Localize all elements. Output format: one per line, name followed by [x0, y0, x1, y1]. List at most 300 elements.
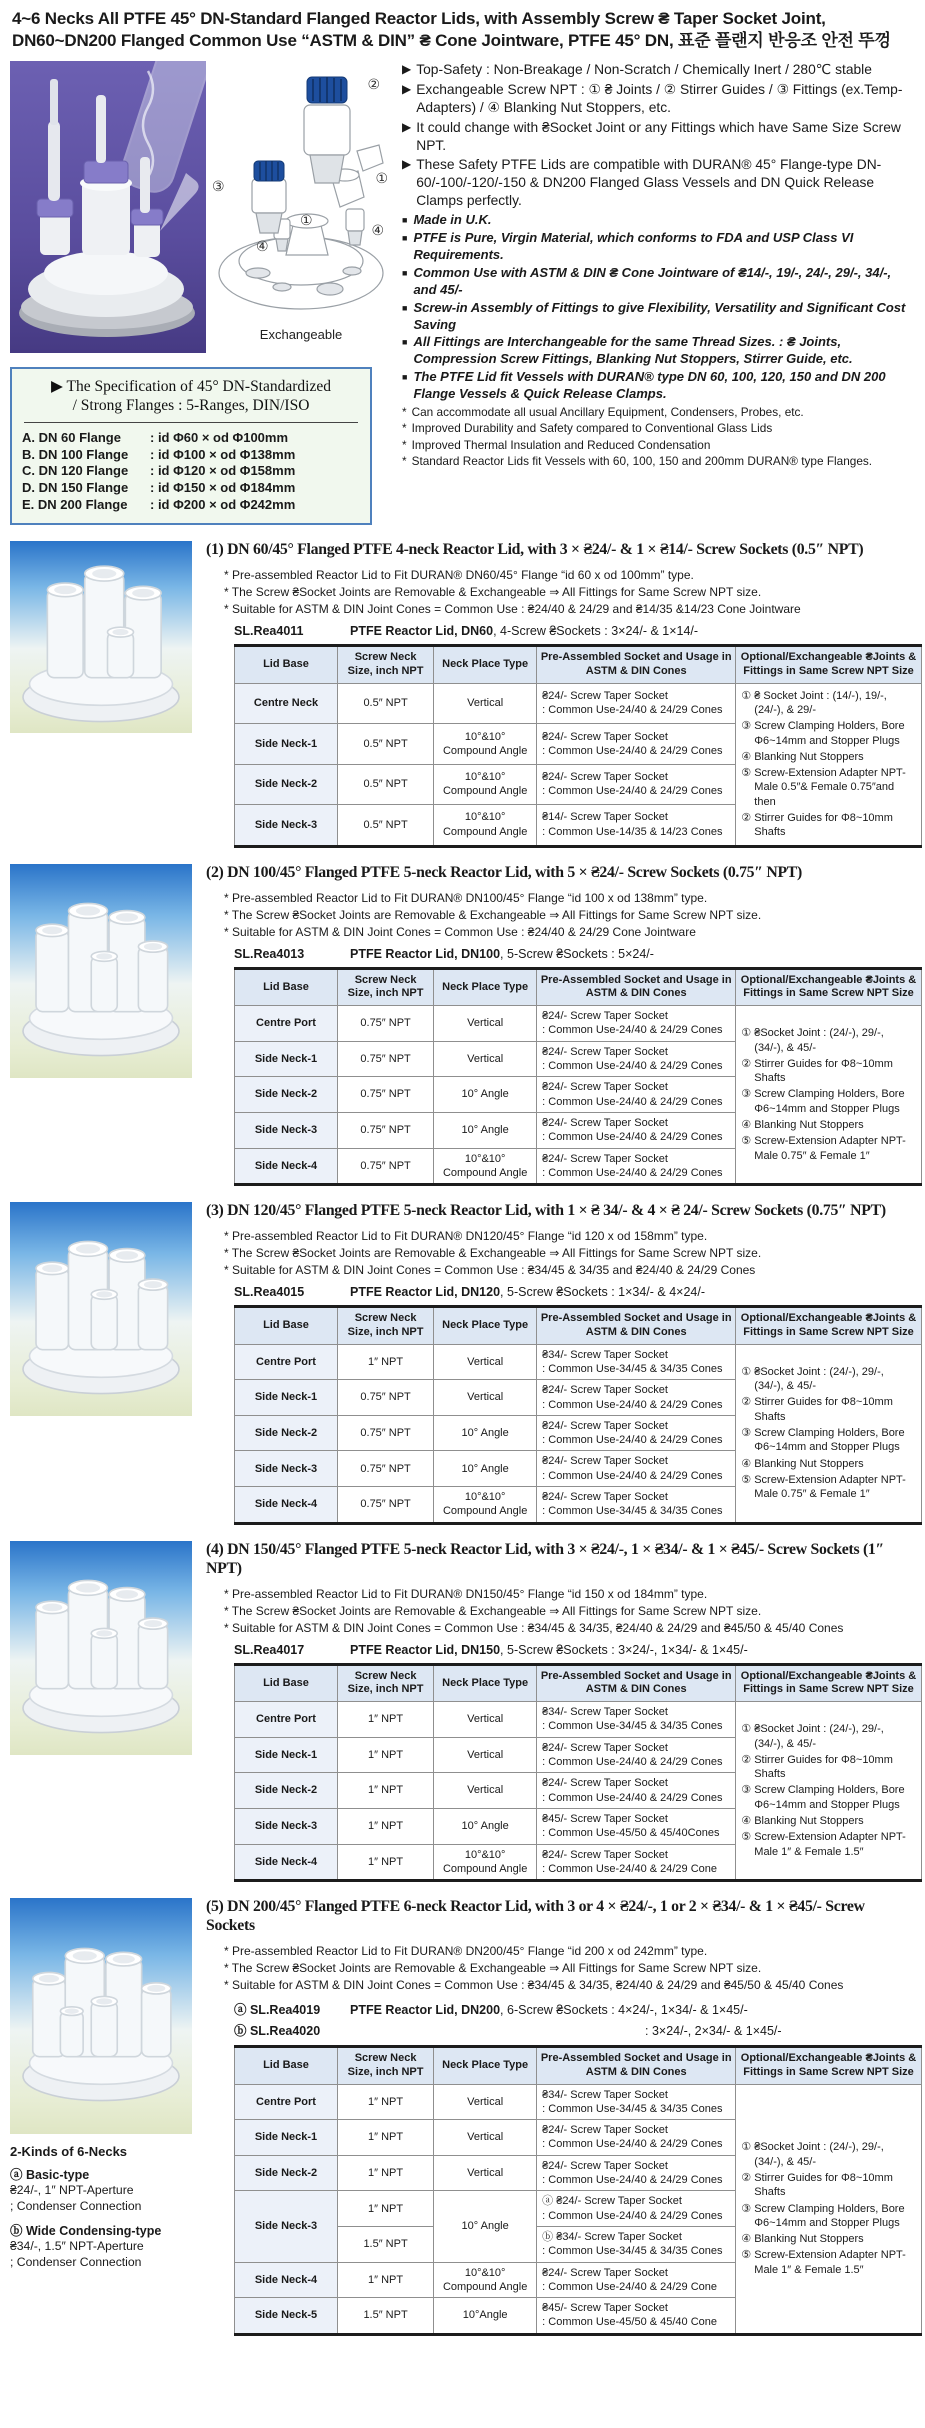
socket-common-use: : Common Use-24/40 & 24/29 Cones: [542, 785, 723, 798]
neck-type-spec: ₴24/-, 1″ NPT-Aperture: [10, 2183, 134, 2198]
socket-usage-cell: [537, 1808, 736, 1844]
socket-usage-cell: [537, 2262, 736, 2298]
product-code-line: [234, 624, 915, 638]
product-section: [10, 1541, 915, 1882]
socket-common-use: : Common Use-34/45 & 34/35 Cones: [542, 1720, 723, 1733]
square-bullet-icon: ■: [402, 233, 408, 244]
neck-place-type-cell: Vertical: [434, 1344, 537, 1380]
optional-fitting-item: ⑤ Screw-Extension Adapter NPT-Male 0.5″& Female 0.75″and then: [741, 767, 906, 808]
note-line: * Suitable for ASTM & DIN Joint Cones = Common Use : ₴24/40 & 24/29 and ₴14/35 &14/23 Cone Jointware: [224, 602, 801, 617]
screw-neck-size-cell: 0.75″ NPT: [338, 1112, 434, 1148]
square-bullet-icon: ■: [402, 215, 408, 226]
note-line: * Pre-assembled Reactor Lid to Fit DURAN® DN120/45° Flange “id 120 x od 158mm” type.: [224, 1229, 708, 1244]
neck-spec-table: [234, 1305, 922, 1524]
neck-place-type-cell: Vertical: [434, 2084, 537, 2120]
bullet-text: Improved Durability and Safety compared to Conventional Glass Lids: [411, 421, 773, 436]
product-sections: [10, 541, 915, 2336]
product-code: SL.Rea4015: [234, 1285, 305, 1300]
socket-usage-cell: [537, 2155, 736, 2191]
product-name: PTFE Reactor Lid, DN150: [350, 1642, 501, 1657]
socket-usage-cell: [537, 2120, 736, 2156]
socket-type: ₴24/- Screw Taper Socket: [542, 690, 668, 703]
column-header: Lid Base: [235, 1307, 338, 1345]
socket-common-use: : Common Use-24/40 & 24/29 Cones: [542, 1398, 723, 1411]
product-code: ⓑ SL.Rea4020: [234, 2024, 321, 2039]
square-bullet-icon: ■: [402, 372, 408, 383]
column-header: Pre-Assembled Socket and Usage in ASTM & DIN Cones: [537, 1664, 736, 1702]
socket-usage-cell: [537, 1702, 736, 1738]
socket-type: ₴24/- Screw Taper Socket: [542, 730, 668, 743]
lid-base-cell: Centre Neck: [235, 683, 338, 723]
socket-usage-cell: [537, 1844, 736, 1881]
flange-name: B. DN 100 Flange: [22, 446, 129, 462]
neck-place-type-cell: Vertical: [434, 1737, 537, 1773]
bullet-text: Made in U.K.: [413, 212, 492, 228]
screw-neck-size-cell: 1″ NPT: [338, 2155, 434, 2191]
product-sockets: , 4-Screw ₴Sockets : 3×24/- & 1×14/-: [493, 624, 699, 639]
screw-neck-size-cell: 1″ NPT: [338, 1344, 434, 1380]
lid-base-cell: Side Neck-1: [235, 1380, 338, 1416]
lid-base-cell: Side Neck-4: [235, 1487, 338, 1524]
product-sockets: , 5-Screw ₴Sockets : 3×24/-, 1×34/- & 1×45/-: [500, 1642, 748, 1657]
neck-place-type-cell: 10° Angle: [434, 2191, 537, 2262]
section-heading: (1) DN 60/45° Flanged PTFE 4-neck Reactor Lid, with 3 × ₴24/- & 1 × ₴14/- Screw Sockets (0.5″ NPT): [206, 541, 864, 559]
neck-spec-table: [234, 967, 922, 1186]
neck-type-name: ⓐ Basic-type: [10, 2168, 90, 2183]
screw-neck-size-cell: 1″ NPT: [338, 1808, 434, 1844]
table-row: [235, 1006, 922, 1042]
socket-common-use: : Common Use-24/40 & 24/29 Cones: [542, 704, 723, 717]
socket-type: ₴24/- Screw Taper Socket: [542, 1455, 668, 1468]
note-line: * Pre-assembled Reactor Lid to Fit DURAN® DN100/45° Flange “id 100 x od 138mm” type.: [224, 890, 708, 905]
optional-fitting-item: ③ Screw Clamping Holders, Bore Φ6~14mm and Stopper Plugs: [741, 1426, 905, 1454]
socket-type: ₴24/- Screw Taper Socket: [542, 1419, 668, 1432]
neck-place-type-cell: 10°&10° Compound Angle: [434, 1844, 537, 1881]
socket-type: ₴34/- Screw Taper Socket: [542, 2088, 668, 2101]
screw-neck-size-cell: 1″ NPT: [338, 2262, 434, 2298]
socket-usage-cell: [537, 1006, 736, 1042]
diagram-caption: Exchangeable: [259, 326, 343, 342]
product-name: PTFE Reactor Lid, DN120: [350, 1285, 501, 1300]
socket-usage-cell: [537, 1487, 736, 1524]
socket-common-use: : Common Use-34/45 & 34/35 Cones: [542, 1362, 723, 1375]
product-sockets: : 3×24/-, 2×34/- & 1×45/-: [645, 2024, 782, 2039]
screw-neck-size-cell: 0.75″ NPT: [338, 1487, 434, 1524]
socket-usage-cell: [537, 1112, 736, 1148]
optional-fitting-item: ① ₴ Socket Joint : (14/-), 19/-, (24/-), & 29/-: [741, 689, 887, 716]
neck-place-type-cell: 10°&10° Compound Angle: [434, 1148, 537, 1185]
product-sockets: , 5-Screw ₴Sockets : 1×34/- & 4×24/-: [500, 1285, 706, 1300]
socket-type: ₴34/- Screw Taper Socket: [542, 1348, 668, 1361]
product-code-line: [234, 2021, 915, 2039]
callout-number: ④: [256, 237, 269, 254]
bullet-item: [402, 420, 915, 436]
section-content: [206, 864, 915, 1187]
screw-neck-size-cell: 0.5″ NPT: [338, 683, 434, 723]
callout-number: ①: [300, 211, 313, 228]
socket-type: ⓐ ₴24/- Screw Taper Socket: [542, 2195, 682, 2208]
lid-base-cell: Side Neck-2: [235, 1415, 338, 1451]
neck-place-type-cell: 10°&10° Compound Angle: [434, 804, 537, 846]
table-header-row: [235, 2047, 922, 2085]
bullet-text: The PTFE Lid fit Vessels with DURAN® type DN 60, 100, 120, 150 and DN 200 Flange Vessels & Quick Release Clamps.: [413, 369, 886, 402]
section-notes: [224, 1586, 915, 1637]
screw-neck-size-cell: 0.75″ NPT: [338, 1380, 434, 1416]
flange-name: A. DN 60 Flange: [22, 429, 121, 445]
section-heading: (4) DN 150/45° Flanged PTFE 5-neck Reactor Lid, with 3 × ₴24/-, 1 × ₴34/- & 1 × ₴45/- Screw Sockets (1″ NPT): [206, 1540, 884, 1577]
neck-place-type-cell: Vertical: [434, 2120, 537, 2156]
neck-type-spec: ; Condenser Connection: [10, 2254, 142, 2269]
screw-neck-size-cell: 0.75″ NPT: [338, 1415, 434, 1451]
bullet-item: [402, 230, 915, 264]
neck-place-type-cell: 10°Angle: [434, 2298, 537, 2335]
socket-type: ₴24/- Screw Taper Socket: [542, 1010, 668, 1023]
screw-neck-size-cell: 1.5″ NPT: [338, 2298, 434, 2335]
lid-base-cell: Side Neck-1: [235, 1737, 338, 1773]
bullet-item: [402, 156, 915, 210]
lid-base-cell: Side Neck-2: [235, 1077, 338, 1113]
lid-base-cell: Side Neck-1: [235, 2120, 338, 2156]
screw-neck-size-cell: 1″ NPT: [338, 2120, 434, 2156]
bullet-item: [402, 369, 915, 403]
optional-fitting-item: ③ Screw Clamping Holders, Bore Φ6~14mm and Stopper Plugs: [741, 720, 905, 747]
lid-base-cell: Side Neck-3: [235, 804, 338, 846]
neck-place-type-cell: 10° Angle: [434, 1808, 537, 1844]
optional-fitting-item: ② Stirrer Guides for Φ8~10mm Shafts: [741, 812, 893, 839]
bullet-text: Common Use with ASTM & DIN ₴ Cone Jointware of ₴14/-, 19/-, 24/-, 29/-, 34/-, and 45/-: [413, 264, 892, 297]
callout-number: ②: [367, 75, 380, 92]
product-section: [10, 864, 915, 1187]
socket-usage-cell: [537, 1077, 736, 1113]
screw-neck-size-cell: 1.5″ NPT: [338, 2226, 434, 2262]
optional-fittings-cell: [736, 683, 921, 846]
column-header: Screw Neck Size, inch NPT: [338, 2047, 434, 2085]
optional-fitting-item: ⑤ Screw-Extension Adapter NPT-Male 0.75″ & Female 1″: [741, 1473, 906, 1501]
bullet-text: Exchangeable Screw NPT : ① ₴ Joints / ② Stirrer Guides / ③ Fittings (ex.Temp-Adapters) / ④ Blanking Nut Stoppers, etc.: [416, 81, 903, 115]
section-photo-column: [10, 864, 206, 1187]
column-header: Neck Place Type: [434, 968, 537, 1006]
socket-common-use: : Common Use-45/50 & 45/40 Cone: [542, 2316, 718, 2329]
note-line: * The Screw ₴Socket Joints are Removable & Exchangeable ⇒ All Fittings for Same Screw NPT size.: [224, 1961, 762, 1976]
reactor-lid-photo: [10, 1202, 192, 1416]
socket-common-use: : Common Use-34/45 & 34/35 Cones: [542, 2102, 723, 2115]
product-name: PTFE Reactor Lid, DN100: [350, 946, 501, 961]
product-code-line: [234, 1643, 915, 1657]
socket-type: ₴24/- Screw Taper Socket: [542, 1741, 668, 1754]
section-heading: (5) DN 200/45° Flanged PTFE 6-neck Reactor Lid, with 3 or 4 × ₴24/-, 1 or 2 × ₴34/- & 1 × ₴45/- Screw Sockets: [206, 1898, 865, 1935]
lid-base-cell: Side Neck-3: [235, 1112, 338, 1148]
table-header-row: [235, 646, 922, 684]
socket-type: ₴24/- Screw Taper Socket: [542, 2124, 668, 2137]
socket-type: ₴24/- Screw Taper Socket: [542, 1045, 668, 1058]
socket-type: ₴14/- Screw Taper Socket: [542, 811, 668, 824]
asterisk-bullet-icon: *: [402, 421, 407, 436]
flange-spec-box: [10, 367, 372, 525]
bullet-item: [402, 437, 915, 453]
property-bullets: [402, 212, 915, 403]
socket-common-use: : Common Use-24/40 & 24/29 Cone: [542, 2280, 718, 2293]
optional-fitting-item: ① ₴Socket Joint : (24/-), 29/-, (34/-), & 45/-: [741, 1723, 884, 1750]
optional-fitting-item: ③ Screw Clamping Holders, Bore Φ6~14mm and Stopper Plugs: [741, 2202, 905, 2229]
optional-fitting-item: ② Stirrer Guides for Φ8~10mm Shafts: [741, 2171, 893, 2199]
lid-base-cell: Side Neck-1: [235, 1041, 338, 1077]
neck-place-type-cell: Vertical: [434, 1773, 537, 1809]
socket-common-use: : Common Use-24/40 & 24/29 Cones: [542, 2174, 723, 2187]
lid-base-cell: Side Neck-3: [235, 1451, 338, 1487]
table-header-row: [235, 1307, 922, 1345]
socket-type: ₴24/- Screw Taper Socket: [542, 1152, 668, 1165]
section-notes: [224, 1228, 915, 1279]
product-code-line: [234, 2000, 915, 2018]
bullet-text: These Safety PTFE Lids are compatible with DURAN® 45° Flange-type DN-60/-100/-120/-150 & DN200 Flanged Glass Vessels and DN Quick Release Clamps perfectly.: [416, 157, 882, 209]
product-name: PTFE Reactor Lid, DN200: [350, 2003, 501, 2018]
intro-photos: [10, 61, 392, 353]
product-section: [10, 1898, 915, 2336]
note-line: * The Screw ₴Socket Joints are Removable & Exchangeable ⇒ All Fittings for Same Screw NPT size.: [224, 1246, 762, 1261]
socket-common-use: : Common Use-45/50 & 45/40Cones: [542, 1827, 720, 1840]
optional-fitting-item: ④ Blanking Nut Stoppers: [741, 1815, 864, 1828]
screw-neck-size-cell: 1″ NPT: [338, 2084, 434, 2120]
flange-name: E. DN 200 Flange: [22, 497, 128, 513]
section-photo-column: [10, 1202, 206, 1525]
bullet-item: [402, 300, 915, 334]
neck-place-type-cell: 10°&10° Compound Angle: [434, 2262, 537, 2298]
section-content: [206, 1898, 915, 2336]
neck-place-type-cell: 10°&10° Compound Angle: [434, 764, 537, 804]
socket-common-use: : Common Use-24/40 & 24/29 Cones: [542, 1060, 723, 1073]
bullet-text: PTFE is Pure, Virgin Material, which conforms to FDA and USP Class VI Requirements.: [413, 230, 854, 263]
column-header: Pre-Assembled Socket and Usage in ASTM & DIN Cones: [537, 1307, 736, 1345]
column-header: Optional/Exchangeable ₴Joints & Fittings in Same Screw NPT Size: [736, 1307, 921, 1345]
column-header: Lid Base: [235, 968, 338, 1006]
optional-fittings-cell: [736, 1702, 921, 1881]
lid-base-cell: Side Neck-2: [235, 2155, 338, 2191]
socket-usage-cell: [537, 764, 736, 804]
reactor-lid-photo: [10, 1541, 192, 1755]
socket-usage-cell: [537, 1773, 736, 1809]
product-sockets: , 5-Screw ₴Sockets : 5×24/-: [500, 946, 654, 961]
socket-type: ₴34/- Screw Taper Socket: [542, 1706, 668, 1719]
reactor-lid-photo: [10, 1898, 192, 2134]
callout-number: ③: [212, 177, 225, 194]
optional-fittings-cell: [736, 1006, 921, 1185]
callout-number: ①: [375, 169, 388, 186]
column-header: Lid Base: [235, 2047, 338, 2085]
flange-spec-row: [22, 430, 360, 447]
arrow-bullet-icon: ▶: [402, 157, 412, 172]
optional-fittings-cell: [736, 1344, 921, 1523]
flange-dimensions: : id Φ60 × od Φ100mm: [150, 429, 289, 445]
six-neck-kinds-note: [10, 2144, 192, 2270]
socket-usage-cell: [537, 1380, 736, 1416]
socket-type: ₴24/- Screw Taper Socket: [542, 770, 668, 783]
product-name: PTFE Reactor Lid, DN60: [350, 624, 494, 639]
column-header: Lid Base: [235, 1664, 338, 1702]
lid-base-cell: Side Neck-4: [235, 1844, 338, 1881]
bullet-item: [402, 404, 915, 420]
neck-place-type-cell: 10° Angle: [434, 1077, 537, 1113]
lid-base-cell: Centre Port: [235, 2084, 338, 2120]
bullet-item: [402, 453, 915, 469]
optional-fitting-item: ① ₴Socket Joint : (24/-), 29/-, (34/-), & 45/-: [741, 1027, 884, 1054]
lid-base-cell: Side Neck-2: [235, 764, 338, 804]
column-header: Screw Neck Size, inch NPT: [338, 1664, 434, 1702]
product-section: [10, 541, 915, 848]
column-header: Neck Place Type: [434, 1307, 537, 1345]
lid-base-cell: Side Neck-5: [235, 2298, 338, 2335]
asterisk-bullet-icon: *: [402, 405, 407, 420]
socket-common-use: : Common Use-14/35 & 14/23 Cones: [542, 825, 723, 838]
optional-fitting-item: ② Stirrer Guides for Φ8~10mm Shafts: [741, 1396, 893, 1423]
screw-neck-size-cell: 0.75″ NPT: [338, 1041, 434, 1077]
optional-fitting-item: ② Stirrer Guides for Φ8~10mm Shafts: [741, 1057, 893, 1085]
neck-place-type-cell: 10° Angle: [434, 1451, 537, 1487]
product-code: ⓐ SL.Rea4019: [234, 2003, 321, 2018]
socket-type: ₴24/- Screw Taper Socket: [542, 2266, 668, 2279]
note-line: * Pre-assembled Reactor Lid to Fit DURAN® DN150/45° Flange “id 150 x od 184mm” type.: [224, 1586, 708, 1601]
product-sockets: , 6-Screw ₴Sockets : 4×24/-, 1×34/- & 1×45/-: [500, 2003, 748, 2018]
optional-fitting-item: ⑤ Screw-Extension Adapter NPT-Male 1″ & Female 1.5″: [741, 2249, 906, 2276]
socket-common-use: : Common Use-24/40 & 24/29 Cones: [542, 1469, 723, 1482]
section-photo-column: [10, 1898, 206, 2336]
optional-fittings-cell: [736, 2084, 921, 2334]
bullet-text: Standard Reactor Lids fit Vessels with 60, 100, 150 and 200mm DURAN® type Flanges.: [411, 453, 873, 468]
neck-place-type-cell: Vertical: [434, 2155, 537, 2191]
bullet-item: [402, 81, 915, 117]
socket-common-use: : Common Use-24/40 & 24/29 Cones: [542, 1166, 723, 1179]
spec-box-title-line2: / Strong Flanges : 5-Ranges, DIN/ISO: [72, 397, 310, 415]
note-line: * Suitable for ASTM & DIN Joint Cones = Common Use : ₴34/45 & 34/35, ₴24/40 & 24/29 and ₴45/50 & 45/40 Cones: [224, 1620, 844, 1635]
screw-neck-size-cell: 0.75″ NPT: [338, 1006, 434, 1042]
socket-common-use: : Common Use-24/40 & 24/29 Cones: [542, 2209, 723, 2222]
reactor-lid-photo: [10, 864, 192, 1078]
neck-place-type-cell: 10°&10° Compound Angle: [434, 1487, 537, 1524]
table-row: [235, 683, 922, 723]
column-header: Neck Place Type: [434, 646, 537, 684]
optional-fitting-item: ① ₴Socket Joint : (24/-), 29/-, (34/-), & 45/-: [741, 1365, 884, 1393]
column-header: Optional/Exchangeable ₴Joints & Fittings in Same Screw NPT Size: [736, 646, 921, 684]
lid-base-cell: Side Neck-2: [235, 1773, 338, 1809]
neck-type-spec: ; Condenser Connection: [10, 2198, 142, 2213]
bullet-item: [402, 212, 915, 229]
socket-common-use: : Common Use-24/40 & 24/29 Cones: [542, 744, 723, 757]
product-code-line: [234, 1285, 915, 1299]
aside-title: 2-Kinds of 6-Necks: [10, 2144, 128, 2160]
bullet-text: It could change with ₴Socket Joint or any Fittings which have Same Size Screw NPT.: [416, 119, 901, 153]
socket-usage-cell: [537, 2226, 736, 2262]
neck-type-name: ⓑ Wide Condensing-type: [10, 2223, 162, 2238]
neck-place-type-cell: Vertical: [434, 683, 537, 723]
neck-place-type-cell: 10° Angle: [434, 1415, 537, 1451]
intro-bullets: [392, 61, 915, 525]
neck-place-type-cell: Vertical: [434, 1041, 537, 1077]
socket-common-use: : Common Use-34/45 & 34/35 Cones: [542, 1505, 723, 1518]
socket-common-use: : Common Use-24/40 & 24/29 Cones: [542, 1131, 723, 1144]
column-header: Screw Neck Size, inch NPT: [338, 646, 434, 684]
spec-rows: [22, 430, 360, 514]
square-bullet-icon: ■: [402, 302, 408, 313]
note-line: * Pre-assembled Reactor Lid to Fit DURAN® DN60/45° Flange “id 60 x od 100mm” type.: [224, 568, 694, 583]
screw-neck-size-cell: 1″ NPT: [338, 1737, 434, 1773]
optional-fitting-item: ② Stirrer Guides for Φ8~10mm Shafts: [741, 1753, 893, 1781]
screw-neck-size-cell: 1″ NPT: [338, 1844, 434, 1881]
screw-neck-size-cell: 0.5″ NPT: [338, 764, 434, 804]
neck-spec-table: [234, 1663, 922, 1882]
section-heading: (2) DN 100/45° Flanged PTFE 5-neck Reactor Lid, with 5 × ₴24/- Screw Sockets (0.75″ NPT): [206, 863, 802, 881]
lid-base-cell: Centre Port: [235, 1006, 338, 1042]
socket-type: ₴24/- Screw Taper Socket: [542, 1491, 668, 1504]
square-bullet-icon: ■: [402, 337, 408, 348]
screw-neck-size-cell: 1″ NPT: [338, 1773, 434, 1809]
table-row: [235, 2084, 922, 2120]
socket-type: ₴45/- Screw Taper Socket: [542, 2302, 668, 2315]
arrow-bullet-icon: ▶: [402, 81, 412, 96]
screw-neck-size-cell: 0.75″ NPT: [338, 1451, 434, 1487]
bullet-item: [402, 265, 915, 299]
optional-fitting-item: ③ Screw Clamping Holders, Bore Φ6~14mm and Stopper Plugs: [741, 1088, 905, 1115]
divider: [24, 422, 358, 423]
section-photo-column: [10, 1541, 206, 1882]
column-header: Pre-Assembled Socket and Usage in ASTM & DIN Cones: [537, 646, 736, 684]
neck-place-type-cell: 10°&10° Compound Angle: [434, 724, 537, 764]
socket-common-use: : Common Use-24/40 & 24/29 Cones: [542, 2138, 723, 2151]
socket-usage-cell: [537, 2298, 736, 2335]
note-line: * Suitable for ASTM & DIN Joint Cones = Common Use : ₴24/40 & 24/29 Cone Jointware: [224, 924, 696, 939]
column-header: Pre-Assembled Socket and Usage in ASTM & DIN Cones: [537, 968, 736, 1006]
flange-dimensions: : id Φ120 × od Φ158mm: [150, 463, 296, 479]
socket-usage-cell: [537, 1148, 736, 1185]
optional-fitting-item: ④ Blanking Nut Stoppers: [741, 2233, 864, 2246]
optional-fitting-item: ④ Blanking Nut Stoppers: [741, 750, 864, 763]
neck-type-spec: ₴34/-, 1.5″ NPT-Aperture: [10, 2238, 144, 2253]
bullet-text: Improved Thermal Insulation and Reduced Condensation: [411, 437, 711, 452]
optional-fitting-item: ⑤ Screw-Extension Adapter NPT-Male 1″ & Female 1.5″: [741, 1831, 906, 1858]
section-notes: [224, 567, 915, 618]
socket-type: ₴45/- Screw Taper Socket: [542, 1812, 668, 1825]
lid-base-cell: Side Neck-3: [235, 2191, 338, 2262]
note-line: * Pre-assembled Reactor Lid to Fit DURAN® DN200/45° Flange “id 200 x od 242mm” type.: [224, 1944, 708, 1958]
product-code: SL.Rea4011: [234, 624, 304, 639]
socket-common-use: : Common Use-24/40 & 24/29 Cone: [542, 1862, 718, 1875]
socket-common-use: : Common Use-24/40 & 24/29 Cones: [542, 1756, 723, 1769]
socket-type: ₴24/- Screw Taper Socket: [542, 1777, 668, 1790]
socket-usage-cell: [537, 1451, 736, 1487]
column-header: Neck Place Type: [434, 1664, 537, 1702]
flange-spec-row: [22, 447, 360, 464]
column-header: Screw Neck Size, inch NPT: [338, 968, 434, 1006]
neck-spec-table: [234, 644, 922, 847]
column-header: Optional/Exchangeable ₴Joints & Fittings in Same Screw NPT Size: [736, 2047, 921, 2085]
socket-usage-cell: [537, 724, 736, 764]
flange-spec-row: [22, 497, 360, 514]
section-notes: [224, 1943, 915, 1994]
column-header: Optional/Exchangeable ₴Joints & Fittings in Same Screw NPT Size: [736, 968, 921, 1006]
lid-base-cell: Side Neck-4: [235, 2262, 338, 2298]
flange-spec-row: [22, 463, 360, 480]
note-bullets: [402, 404, 915, 469]
product-section: [10, 1202, 915, 1525]
screw-neck-size-cell: 0.75″ NPT: [338, 1077, 434, 1113]
socket-type: ₴24/- Screw Taper Socket: [542, 1081, 668, 1094]
bullet-item: [402, 334, 915, 368]
flange-name: D. DN 150 Flange: [22, 480, 129, 496]
flange-dimensions: : id Φ100 × od Φ138mm: [150, 446, 296, 462]
screw-neck-size-cell: 0.5″ NPT: [338, 724, 434, 764]
column-header: Pre-Assembled Socket and Usage in ASTM & DIN Cones: [537, 2047, 736, 2085]
table-header-row: [235, 968, 922, 1006]
column-header: Screw Neck Size, inch NPT: [338, 1307, 434, 1345]
bullet-text: Top-Safety : Non-Breakage / Non-Scratch / Chemically Inert / 280℃ stable: [416, 61, 872, 77]
